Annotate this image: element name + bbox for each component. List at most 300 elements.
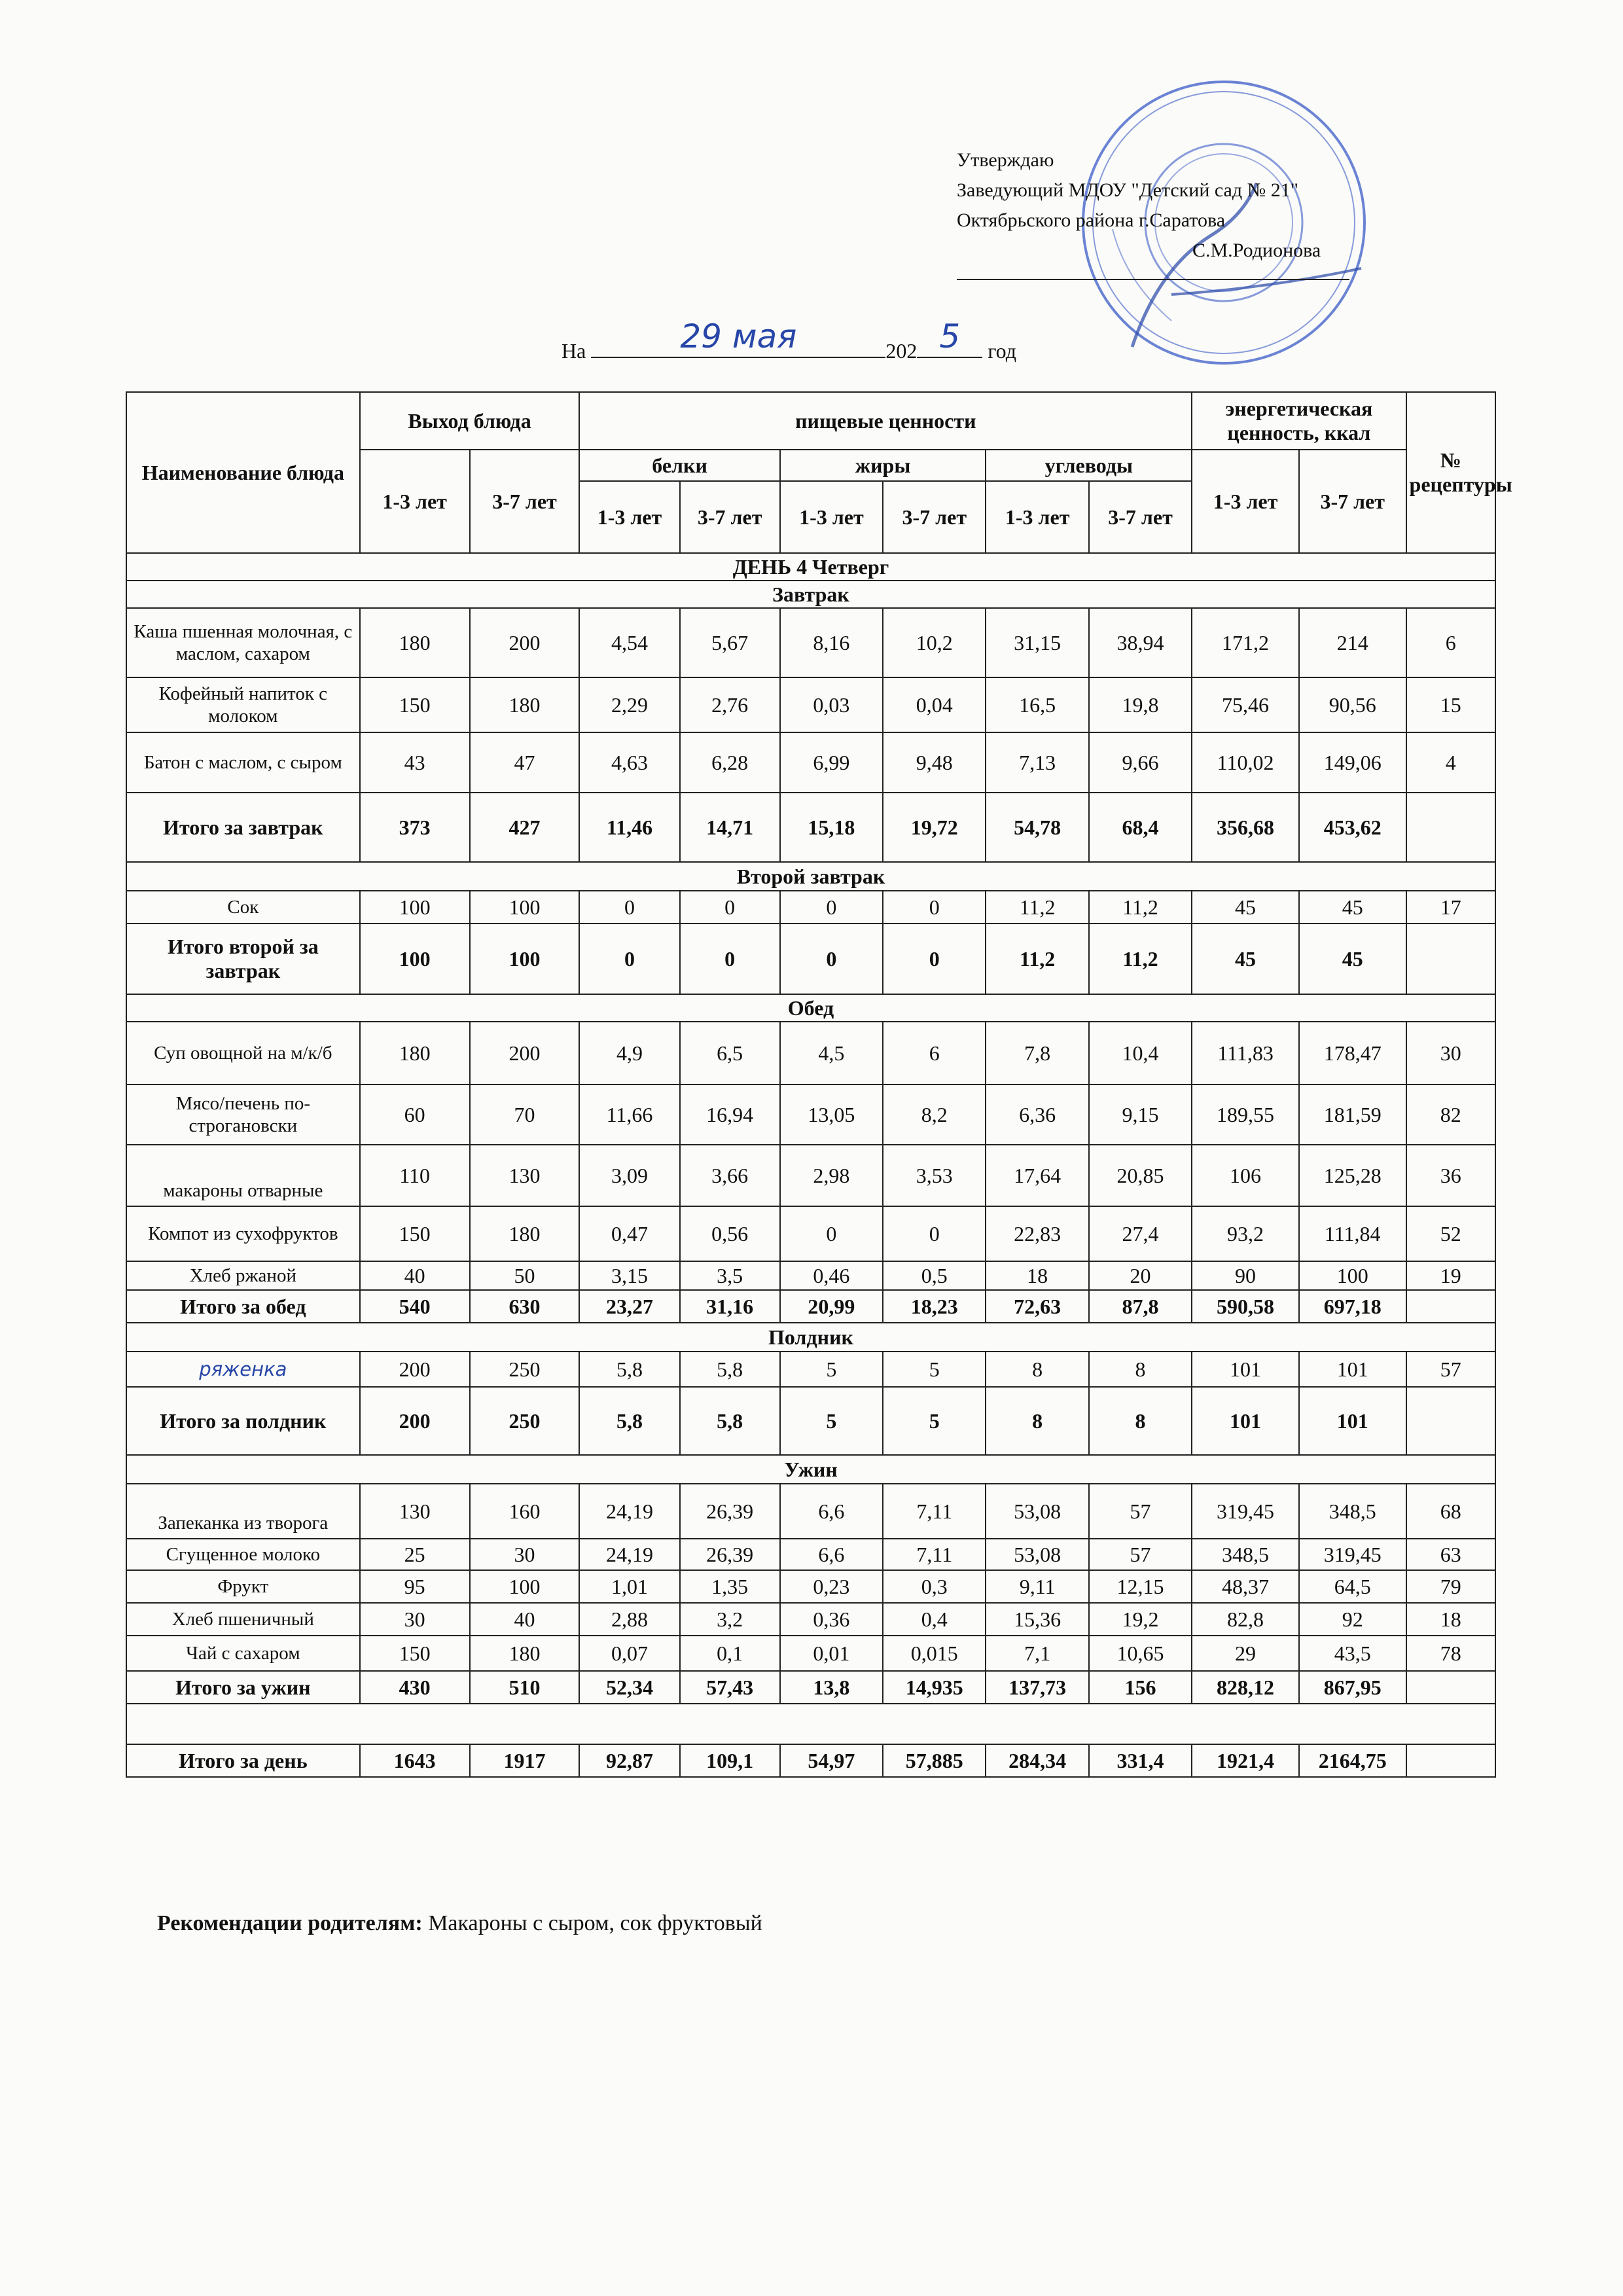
table-cell: 590,58 (1192, 1290, 1299, 1323)
table-cell: 26,39 (680, 1539, 780, 1570)
date-prefix: На (562, 339, 586, 363)
table-cell: 189,55 (1192, 1085, 1299, 1145)
table-cell: 10,4 (1089, 1022, 1192, 1085)
table-row (126, 1539, 1495, 1570)
table-cell: 3,2 (680, 1603, 780, 1636)
table-cell: 19,8 (1089, 677, 1192, 732)
table-cell: 31,15 (986, 608, 1088, 677)
table-cell: 181,59 (1299, 1085, 1406, 1145)
table-cell: 22,83 (986, 1206, 1088, 1261)
total-label: Итого второй за завтрак (126, 924, 360, 994)
table-cell: 2,29 (579, 677, 679, 732)
total-row (126, 1290, 1495, 1323)
table-cell: 150 (360, 677, 470, 732)
table-cell: 0,23 (780, 1570, 883, 1603)
total-row (126, 924, 1495, 994)
table-cell: 15,18 (780, 793, 883, 862)
table-cell: 101 (1299, 1387, 1406, 1455)
table-row (126, 1261, 1495, 1290)
table-cell: 9,48 (883, 732, 986, 793)
table-cell: 697,18 (1299, 1290, 1406, 1323)
table-cell: 38,94 (1089, 608, 1192, 677)
table-cell: 3,15 (579, 1261, 679, 1290)
parent-recommendations (157, 1911, 762, 1936)
header-carbs: углеводы (986, 450, 1192, 481)
table-cell: 0,1 (680, 1636, 780, 1671)
table-cell: 2,88 (579, 1603, 679, 1636)
table-cell: 0,3 (883, 1570, 986, 1603)
dish-name: Сгущенное молоко (126, 1539, 360, 1570)
table-cell: 18 (1406, 1603, 1495, 1636)
table-cell: 15,36 (986, 1603, 1088, 1636)
dish-name: Запеканка из творога (126, 1484, 360, 1539)
table-cell: 4,5 (780, 1022, 883, 1085)
table-cell: 5 (780, 1352, 883, 1387)
table-cell (1406, 1290, 1495, 1323)
table-cell: 31,16 (680, 1290, 780, 1323)
table-cell (1406, 1744, 1495, 1777)
table-cell: 101 (1192, 1387, 1299, 1455)
table-cell: 0,07 (579, 1636, 679, 1671)
approval-signatory: С.М.Родионова (1192, 240, 1321, 261)
table-cell: 130 (470, 1145, 580, 1206)
table-cell: 30 (1406, 1022, 1495, 1085)
table-cell: 7,8 (986, 1022, 1088, 1085)
header-recipe: № рецептуры (1406, 392, 1495, 553)
table-cell: 52 (1406, 1206, 1495, 1261)
table-cell: 106 (1192, 1145, 1299, 1206)
table-cell: 5 (780, 1387, 883, 1455)
table-cell: 0 (579, 891, 679, 924)
table-cell: 57 (1089, 1539, 1192, 1570)
table-cell: 57,43 (680, 1671, 780, 1704)
signature-line (957, 266, 1349, 280)
table-cell: 9,66 (1089, 732, 1192, 793)
date-year-prefix: 202 (885, 339, 918, 363)
table-cell: 6,6 (780, 1484, 883, 1539)
table-cell: 200 (360, 1387, 470, 1455)
table-cell: 100 (470, 1570, 580, 1603)
table-cell: 2,76 (680, 677, 780, 732)
table-cell: 4 (1406, 732, 1495, 793)
total-row (126, 1744, 1495, 1777)
dish-name: Чай с сахаром (126, 1636, 360, 1671)
table-cell: 828,12 (1192, 1671, 1299, 1704)
table-cell: 5,8 (680, 1387, 780, 1455)
table-cell: 5,67 (680, 608, 780, 677)
table-cell: 72,63 (986, 1290, 1088, 1323)
table-cell: 137,73 (986, 1671, 1088, 1704)
table-cell: 15 (1406, 677, 1495, 732)
table-cell: 250 (470, 1387, 580, 1455)
table-cell: 25 (360, 1539, 470, 1570)
header-energy-3-7: 3-7 лет (1299, 450, 1406, 553)
table-cell: 5 (883, 1352, 986, 1387)
dish-name: Компот из сухофруктов (126, 1206, 360, 1261)
table-cell: 150 (360, 1206, 470, 1261)
table-cell: 1917 (470, 1744, 580, 1777)
table-cell: 87,8 (1089, 1290, 1192, 1323)
dish-name: Кофейный напиток с молоком (126, 677, 360, 732)
table-row (126, 732, 1495, 793)
table-cell: 11,2 (986, 924, 1088, 994)
table-cell: 100 (360, 891, 470, 924)
table-cell: 0 (883, 891, 986, 924)
table-cell: 109,1 (680, 1744, 780, 1777)
table-cell: 6,99 (780, 732, 883, 793)
table-cell: 6,5 (680, 1022, 780, 1085)
day-title-row-title: ДЕНЬ 4 Четверг (126, 553, 1495, 581)
table-cell: 125,28 (1299, 1145, 1406, 1206)
table-cell: 101 (1192, 1352, 1299, 1387)
table-cell: 111,84 (1299, 1206, 1406, 1261)
table-cell: 0 (780, 924, 883, 994)
section-second-breakfast (126, 862, 1495, 891)
table-cell: 100 (470, 924, 580, 994)
table-cell: 3,66 (680, 1145, 780, 1206)
table-cell: 6 (1406, 608, 1495, 677)
blank-cell (126, 1704, 1495, 1744)
table-cell: 0,4 (883, 1603, 986, 1636)
section-dinner-title: Ужин (126, 1455, 1495, 1484)
table-cell: 13,05 (780, 1085, 883, 1145)
table-cell: 30 (470, 1539, 580, 1570)
table-cell: 78 (1406, 1636, 1495, 1671)
table-cell: 29 (1192, 1636, 1299, 1671)
table-cell: 5,8 (579, 1387, 679, 1455)
table-cell: 319,45 (1192, 1484, 1299, 1539)
table-cell: 5 (883, 1387, 986, 1455)
table-cell: 0,56 (680, 1206, 780, 1261)
table-cell: 18,23 (883, 1290, 986, 1323)
table-cell: 0,46 (780, 1261, 883, 1290)
table-cell: 90,56 (1299, 677, 1406, 732)
table-cell: 7,11 (883, 1484, 986, 1539)
dish-name: Батон с маслом, с сыром (126, 732, 360, 793)
table-cell: 110 (360, 1145, 470, 1206)
table-cell: 1643 (360, 1744, 470, 1777)
table-row (126, 1085, 1495, 1145)
table-cell: 11,66 (579, 1085, 679, 1145)
table-cell: 90 (1192, 1261, 1299, 1290)
table-cell: 0,36 (780, 1603, 883, 1636)
section-dinner (126, 1455, 1495, 1484)
total-label: Итого за ужин (126, 1671, 360, 1704)
table-cell: 40 (360, 1261, 470, 1290)
table-row (126, 1484, 1495, 1539)
total-label: Итого за день (126, 1744, 360, 1777)
date-day-month: 29 мая (680, 317, 797, 355)
table-cell: 8 (986, 1387, 1088, 1455)
section-snack-title: Полдник (126, 1323, 1495, 1352)
dish-name: Каша пшенная молочная, с маслом, сахаром (126, 608, 360, 677)
table-cell: 373 (360, 793, 470, 862)
table-cell: 43 (360, 732, 470, 793)
table-cell: 27,4 (1089, 1206, 1192, 1261)
table-cell: 4,9 (579, 1022, 679, 1085)
menu-body (126, 553, 1495, 1777)
table-cell: 100 (470, 891, 580, 924)
table-cell: 36 (1406, 1145, 1495, 1206)
table-cell: 82,8 (1192, 1603, 1299, 1636)
table-cell: 0 (680, 891, 780, 924)
table-cell: 24,19 (579, 1539, 679, 1570)
table-cell: 110,02 (1192, 732, 1299, 793)
table-cell: 180 (360, 1022, 470, 1085)
table-cell: 20,99 (780, 1290, 883, 1323)
menu-table (126, 391, 1512, 1778)
table-cell: 92 (1299, 1603, 1406, 1636)
table-cell: 180 (470, 677, 580, 732)
header-proteins: белки (579, 450, 779, 481)
header-carbs-3-7: 3-7 лет (1089, 481, 1192, 553)
table-cell: 10,2 (883, 608, 986, 677)
total-row (126, 1387, 1495, 1455)
table-cell: 5,8 (579, 1352, 679, 1387)
table-cell: 52,34 (579, 1671, 679, 1704)
table-cell: 510 (470, 1671, 580, 1704)
table-cell: 8,2 (883, 1085, 986, 1145)
table-cell: 160 (470, 1484, 580, 1539)
table-cell: 82 (1406, 1085, 1495, 1145)
date-suffix: год (988, 339, 1016, 363)
section-lunch (126, 994, 1495, 1022)
header-proteins-1-3: 1-3 лет (579, 481, 679, 553)
table-cell: 50 (470, 1261, 580, 1290)
table-cell: 13,8 (780, 1671, 883, 1704)
dish-name: макароны отварные (126, 1145, 360, 1206)
table-cell: 200 (470, 608, 580, 677)
table-cell: 79 (1406, 1570, 1495, 1603)
table-cell: 156 (1089, 1671, 1192, 1704)
section-breakfast-title: Завтрак (126, 581, 1495, 608)
table-cell: 100 (1299, 1261, 1406, 1290)
table-cell: 111,83 (1192, 1022, 1299, 1085)
table-row (126, 1636, 1495, 1671)
table-row (126, 1603, 1495, 1636)
table-cell: 1,35 (680, 1570, 780, 1603)
table-cell: 8,16 (780, 608, 883, 677)
table-cell: 45 (1192, 891, 1299, 924)
table-cell: 4,54 (579, 608, 679, 677)
table-cell: 5,8 (680, 1352, 780, 1387)
total-row (126, 793, 1495, 862)
table-cell: 171,2 (1192, 608, 1299, 677)
table-cell: 8 (1089, 1352, 1192, 1387)
table-row (126, 1022, 1495, 1085)
dish-name: Сок (126, 891, 360, 924)
table-cell: 57,885 (883, 1744, 986, 1777)
dish-name: Хлеб ржаной (126, 1261, 360, 1290)
table-cell: 60 (360, 1085, 470, 1145)
table-cell: 70 (470, 1085, 580, 1145)
table-cell: 92,87 (579, 1744, 679, 1777)
dish-name: Фрукт (126, 1570, 360, 1603)
table-cell: 20,85 (1089, 1145, 1192, 1206)
table-cell: 24,19 (579, 1484, 679, 1539)
table-cell: 101 (1299, 1352, 1406, 1387)
dish-name: Хлеб пшеничный (126, 1603, 360, 1636)
table-cell: 200 (360, 1352, 470, 1387)
section-lunch-title: Обед (126, 994, 1495, 1022)
table-cell: 11,2 (986, 891, 1088, 924)
table-cell (1406, 924, 1495, 994)
table-cell: 0,47 (579, 1206, 679, 1261)
table-cell: 30 (360, 1603, 470, 1636)
table-cell: 4,63 (579, 732, 679, 793)
table-cell: 43,5 (1299, 1636, 1406, 1671)
table-cell: 3,5 (680, 1261, 780, 1290)
header-output-3-7: 3-7 лет (470, 450, 580, 553)
table-cell: 9,15 (1089, 1085, 1192, 1145)
table-cell: 284,34 (986, 1744, 1088, 1777)
table-cell: 9,11 (986, 1570, 1088, 1603)
table-row (126, 1206, 1495, 1261)
section-second-breakfast-title: Второй завтрак (126, 862, 1495, 891)
table-cell: 14,935 (883, 1671, 986, 1704)
table-cell: 57 (1406, 1352, 1495, 1387)
table-cell: 0 (883, 924, 986, 994)
table-cell: 2164,75 (1299, 1744, 1406, 1777)
table-cell: 1921,4 (1192, 1744, 1299, 1777)
table-cell: 57 (1089, 1484, 1192, 1539)
table-cell: 17 (1406, 891, 1495, 924)
table-cell: 75,46 (1192, 677, 1299, 732)
table-cell: 7,11 (883, 1539, 986, 1570)
total-label: Итого за обед (126, 1290, 360, 1323)
day-title-row (126, 553, 1495, 581)
table-cell: 26,39 (680, 1484, 780, 1539)
table-cell: 20 (1089, 1261, 1192, 1290)
header-carbs-1-3: 1-3 лет (986, 481, 1088, 553)
table-cell: 93,2 (1192, 1206, 1299, 1261)
approval-title: Утверждаю (957, 149, 1054, 171)
table-cell: 16,5 (986, 677, 1088, 732)
table-cell: 149,06 (1299, 732, 1406, 793)
table-cell: 427 (470, 793, 580, 862)
header-fats: жиры (780, 450, 986, 481)
header-output-1-3: 1-3 лет (360, 450, 470, 553)
section-breakfast (126, 581, 1495, 608)
header-proteins-3-7: 3-7 лет (680, 481, 780, 553)
table-cell: 12,15 (1089, 1570, 1192, 1603)
table-cell (1406, 1671, 1495, 1704)
section-snack (126, 1323, 1495, 1352)
table-cell (1406, 793, 1495, 862)
table-cell: 45 (1299, 924, 1406, 994)
table-cell: 348,5 (1192, 1539, 1299, 1570)
table-cell: 453,62 (1299, 793, 1406, 862)
table-row (126, 891, 1495, 924)
table-cell: 0 (780, 1206, 883, 1261)
table-cell: 63 (1406, 1539, 1495, 1570)
table-cell: 0,5 (883, 1261, 986, 1290)
table-cell: 54,78 (986, 793, 1088, 862)
table-cell: 23,27 (579, 1290, 679, 1323)
table-cell: 0,03 (780, 677, 883, 732)
table-cell: 40 (470, 1603, 580, 1636)
table-cell: 53,08 (986, 1484, 1088, 1539)
table-cell: 130 (360, 1484, 470, 1539)
blank-row (126, 1704, 1495, 1744)
table-cell: 331,4 (1089, 1744, 1192, 1777)
table-cell: 16,94 (680, 1085, 780, 1145)
table-cell: 630 (470, 1290, 580, 1323)
table-cell: 17,64 (986, 1145, 1088, 1206)
table-cell: 0 (883, 1206, 986, 1261)
table-cell: 11,2 (1089, 891, 1192, 924)
approval-district: Октябрьского района г.Саратова (957, 209, 1226, 231)
recommendations-text: Макароны с сыром, сок фруктовый (422, 1911, 762, 1935)
approval-position: Заведующий МДОУ "Детский сад № 21" (957, 179, 1298, 201)
total-label: Итого за полдник (126, 1387, 360, 1455)
header-fats-1-3: 1-3 лет (780, 481, 883, 553)
table-cell: 540 (360, 1290, 470, 1323)
table-cell: 3,09 (579, 1145, 679, 1206)
table-cell: 319,45 (1299, 1539, 1406, 1570)
table-cell: 0 (780, 891, 883, 924)
table-row (126, 608, 1495, 677)
table-row (126, 1570, 1495, 1603)
total-label: Итого за завтрак (126, 793, 360, 862)
table-cell: 8 (1089, 1387, 1192, 1455)
table-cell: 867,95 (1299, 1671, 1406, 1704)
table-cell: 10,65 (1089, 1636, 1192, 1671)
table-cell: 180 (470, 1206, 580, 1261)
header-energy-1-3: 1-3 лет (1192, 450, 1299, 553)
date-year-field (917, 317, 982, 358)
table-cell: 11,2 (1089, 924, 1192, 994)
table-cell: 214 (1299, 608, 1406, 677)
approval-block (957, 145, 1349, 280)
table-cell: 250 (470, 1352, 580, 1387)
table-cell: 0,015 (883, 1636, 986, 1671)
table-cell: 6,36 (986, 1085, 1088, 1145)
header-energy: энергетическая ценность, ккал (1192, 392, 1406, 450)
table-cell: 200 (470, 1022, 580, 1085)
table-cell: 178,47 (1299, 1022, 1406, 1085)
table-cell (1406, 1387, 1495, 1455)
table-cell: 1,01 (579, 1570, 679, 1603)
table-cell: 150 (360, 1636, 470, 1671)
table-cell: 19 (1406, 1261, 1495, 1290)
table-cell: 64,5 (1299, 1570, 1406, 1603)
table-cell: 0,04 (883, 677, 986, 732)
table-cell: 95 (360, 1570, 470, 1603)
table-cell: 6,6 (780, 1539, 883, 1570)
table-cell: 0,01 (780, 1636, 883, 1671)
table-cell: 8 (986, 1352, 1088, 1387)
table-cell: 356,68 (1192, 793, 1299, 862)
table-cell: 47 (470, 732, 580, 793)
table-cell: 19,72 (883, 793, 986, 862)
table-cell: 430 (360, 1671, 470, 1704)
dish-name: ряженка (126, 1352, 360, 1387)
table-row (126, 1352, 1495, 1387)
table-cell: 68 (1406, 1484, 1495, 1539)
dish-name: Суп овощной на м/к/б (126, 1022, 360, 1085)
table-cell: 2,98 (780, 1145, 883, 1206)
table-cell: 14,71 (680, 793, 780, 862)
table-cell: 348,5 (1299, 1484, 1406, 1539)
table-cell: 180 (360, 608, 470, 677)
date-line (562, 317, 1016, 363)
table-cell: 18 (986, 1261, 1088, 1290)
table-cell: 3,53 (883, 1145, 986, 1206)
header-nutrients: пищевые ценности (579, 392, 1192, 450)
table-cell: 68,4 (1089, 793, 1192, 862)
table-cell: 45 (1299, 891, 1406, 924)
